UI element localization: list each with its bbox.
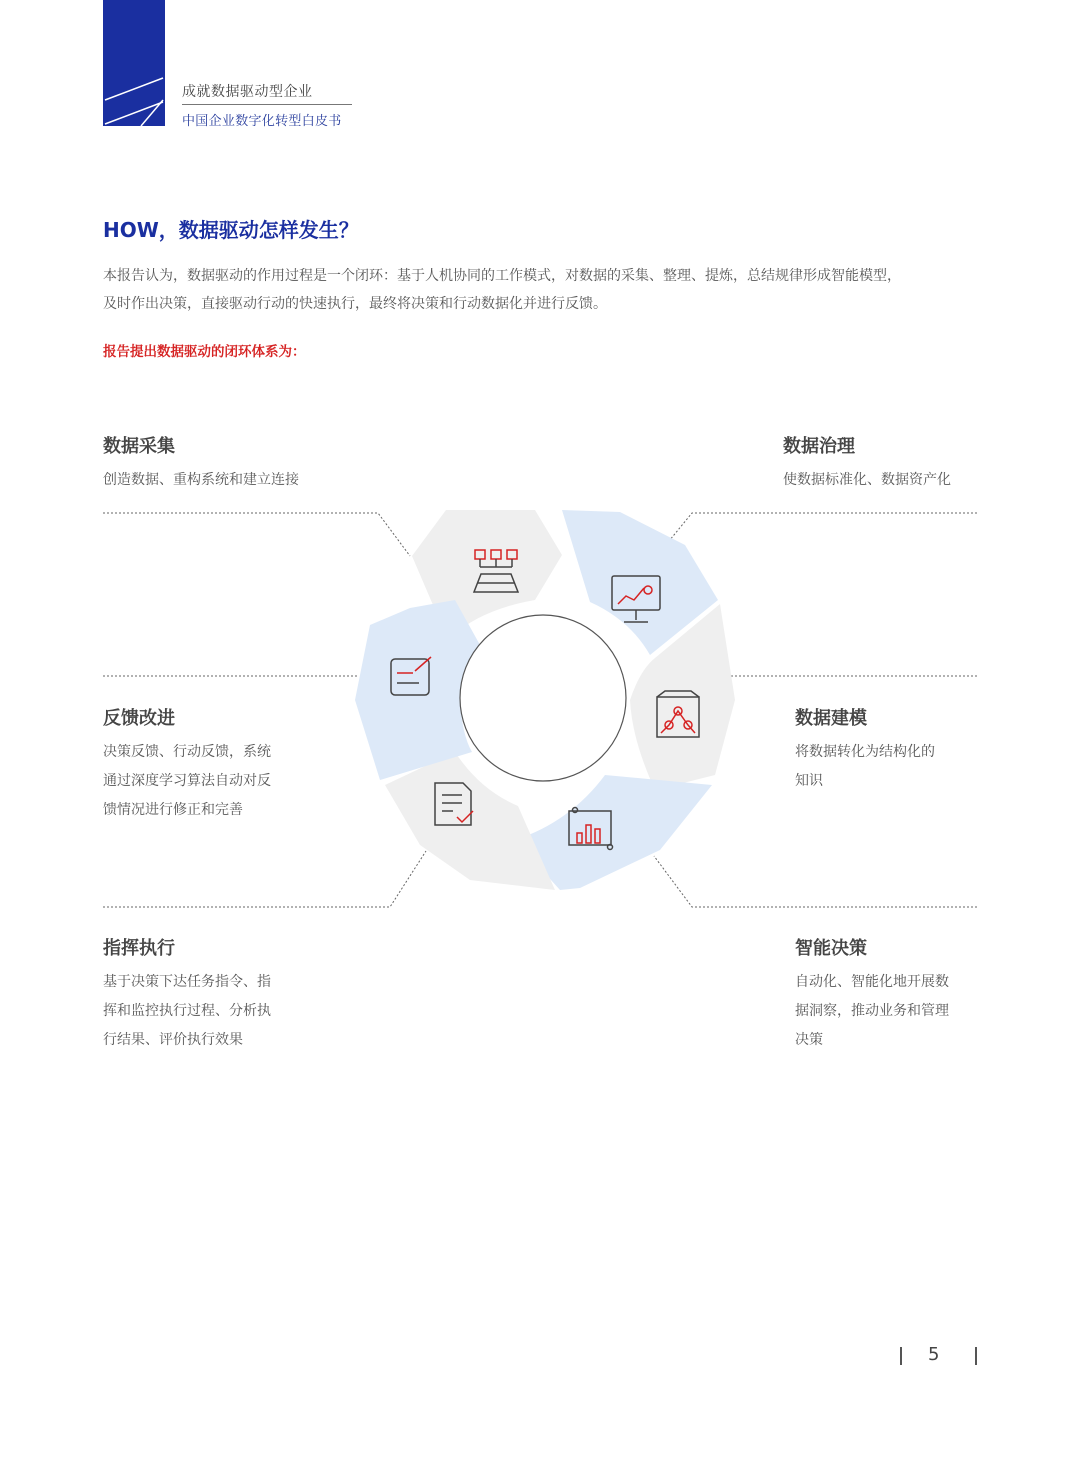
stage-desc-line: 挥和监控执行过程、分析执	[103, 1003, 271, 1019]
stage-desc-line: 知识	[795, 773, 823, 789]
stage-govern-title: 数据治理	[783, 436, 855, 457]
intro-line: 及时作出决策，直接驱动行动的快速执行，最终将决策和行动数据化并进行反馈。	[103, 296, 607, 312]
stage-feedback-title: 反馈改进	[103, 708, 175, 729]
intro-line: 本报告认为，数据驱动的作用过程是一个闭环：基于人机协同的工作模式，对数据的采集、整理、提炼，总结规律形成智能模型，	[103, 268, 901, 284]
stage-desc-line: 基于决策下达任务指令、指	[103, 974, 271, 990]
stage-desc-line: 通过深度学习算法自动对反	[103, 773, 271, 789]
stage-desc-line: 决策反馈、行动反馈，系统	[103, 744, 271, 760]
stage-decide-desc	[795, 968, 949, 1055]
loop-subtitle: 报告提出数据驱动的闭环体系为：	[103, 344, 306, 360]
stage-desc-line: 自动化、智能化地开展数	[795, 974, 949, 990]
connector-govern	[660, 513, 977, 552]
stage-model-title: 数据建模	[795, 708, 867, 729]
page-number: 5	[928, 1344, 940, 1365]
stage-feedback-desc	[103, 738, 271, 825]
cycle-ring	[355, 510, 735, 890]
header-title: 成就数据驱动型企业	[182, 84, 313, 100]
stage-desc-line: 将数据转化为结构化的	[795, 744, 935, 760]
section-title: HOW，数据驱动怎样发生？	[103, 218, 359, 242]
stage-govern-desc	[783, 466, 951, 495]
stage-decide-title: 智能决策	[795, 938, 867, 959]
page-number-bar-left	[900, 1347, 902, 1365]
connector-decide	[654, 856, 977, 907]
stage-desc-line: 据洞察，推动业务和管理	[795, 1003, 949, 1019]
stage-desc-line: 决策	[795, 1032, 823, 1048]
header-subtitle: 中国企业数字化转型白皮书	[182, 114, 342, 129]
stage-collect-title: 数据采集	[103, 436, 175, 457]
stage-execute-desc	[103, 968, 271, 1055]
stage-execute-title: 指挥执行	[103, 938, 175, 959]
stage-desc-line: 创造数据、重构系统和建立连接	[103, 472, 299, 488]
connector-execute	[103, 851, 426, 907]
stage-model-desc	[795, 738, 935, 796]
stage-desc-line: 馈情况进行修正和完善	[103, 802, 243, 818]
stage-desc-line: 使数据标准化、数据资产化	[783, 472, 951, 488]
stage-collect-desc	[103, 466, 299, 495]
stage-desc-line: 行结果、评价执行效果	[103, 1032, 243, 1048]
connector-collect	[103, 513, 410, 556]
ring-center	[460, 615, 626, 781]
page-number-bar-right	[975, 1347, 977, 1365]
